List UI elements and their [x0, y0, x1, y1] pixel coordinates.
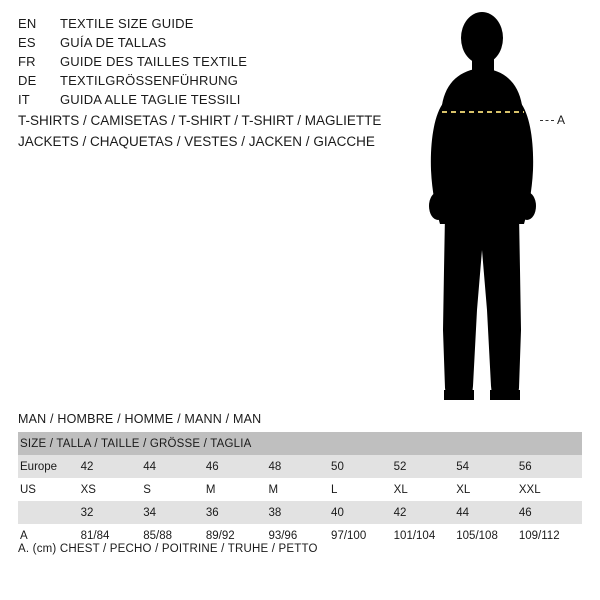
row-label: A — [18, 524, 81, 547]
table-cell: 44 — [456, 501, 519, 524]
table-cell: 54 — [456, 455, 519, 478]
table-row — [18, 501, 582, 524]
table-cell: 46 — [519, 501, 582, 524]
measure-leader-line — [540, 120, 554, 121]
table-cell: 109/112 — [519, 524, 582, 547]
table-cell: 93/96 — [268, 524, 331, 547]
language-row — [18, 16, 358, 35]
table-cell: 38 — [268, 501, 331, 524]
table-row — [18, 478, 582, 501]
table-cell: XS — [81, 478, 144, 501]
table-cell: 40 — [331, 501, 394, 524]
table-cell: 32 — [81, 501, 144, 524]
table-cell: M — [268, 478, 331, 501]
table-cell: 50 — [331, 455, 394, 478]
table-row — [18, 455, 582, 478]
language-title: GUIDA ALLE TAGLIE TESSILI — [60, 92, 241, 107]
male-silhouette-icon — [400, 10, 590, 405]
language-header-block — [18, 16, 358, 111]
size-table-section — [18, 412, 582, 547]
language-row — [18, 73, 358, 92]
language-title: GUIDE DES TAILLES TEXTILE — [60, 54, 248, 69]
table-cell: XL — [456, 478, 519, 501]
table-cell: 44 — [143, 455, 206, 478]
language-title: GUÍA DE TALLAS — [60, 35, 167, 50]
table-cell: M — [206, 478, 269, 501]
language-code: EN — [18, 16, 37, 31]
language-code: IT — [18, 92, 30, 107]
table-footnote: A. (cm) CHEST / PECHO / POITRINE / TRUHE / PETTO — [18, 543, 318, 555]
table-cell: 42 — [394, 501, 457, 524]
category-block — [18, 110, 382, 152]
body-figure — [400, 10, 590, 405]
table-cell: S — [143, 478, 206, 501]
table-header-row — [18, 432, 582, 455]
table-cell: 81/84 — [81, 524, 144, 547]
table-cell: 85/88 — [143, 524, 206, 547]
language-code: DE — [18, 73, 37, 88]
table-header-label: SIZE / TALLA / TAILLE / GRÖSSE / TAGLIA — [18, 432, 582, 455]
table-cell: 101/104 — [394, 524, 457, 547]
language-title: TEXTILGRÖSSENFÜHRUNG — [60, 73, 239, 88]
table-cell: 34 — [143, 501, 206, 524]
table-title-man: MAN / HOMBRE / HOMME / MANN / MAN — [18, 412, 262, 426]
size-table — [18, 432, 582, 547]
measure-label-a: A — [557, 113, 566, 127]
category-line-tshirts: T-SHIRTS / CAMISETAS / T-SHIRT / T-SHIRT / MAGLIETTE — [18, 113, 382, 128]
table-cell: L — [331, 478, 394, 501]
language-row — [18, 54, 358, 73]
language-code: FR — [18, 54, 36, 69]
table-cell: 97/100 — [331, 524, 394, 547]
language-code: ES — [18, 35, 36, 50]
table-cell: 48 — [268, 455, 331, 478]
table-cell: XL — [394, 478, 457, 501]
table-cell: 42 — [81, 455, 144, 478]
language-row — [18, 92, 358, 111]
row-label — [18, 501, 81, 524]
table-cell: 56 — [519, 455, 582, 478]
language-row — [18, 35, 358, 54]
row-label: Europe — [18, 455, 81, 478]
language-title: TEXTILE SIZE GUIDE — [60, 16, 194, 31]
table-cell: 105/108 — [456, 524, 519, 547]
table-cell: 46 — [206, 455, 269, 478]
table-cell: 52 — [394, 455, 457, 478]
row-label: US — [18, 478, 81, 501]
table-cell: 89/92 — [206, 524, 269, 547]
table-cell: 36 — [206, 501, 269, 524]
table-cell: XXL — [519, 478, 582, 501]
category-line-jackets: JACKETS / CHAQUETAS / VESTES / JACKEN / GIACCHE — [18, 134, 375, 149]
